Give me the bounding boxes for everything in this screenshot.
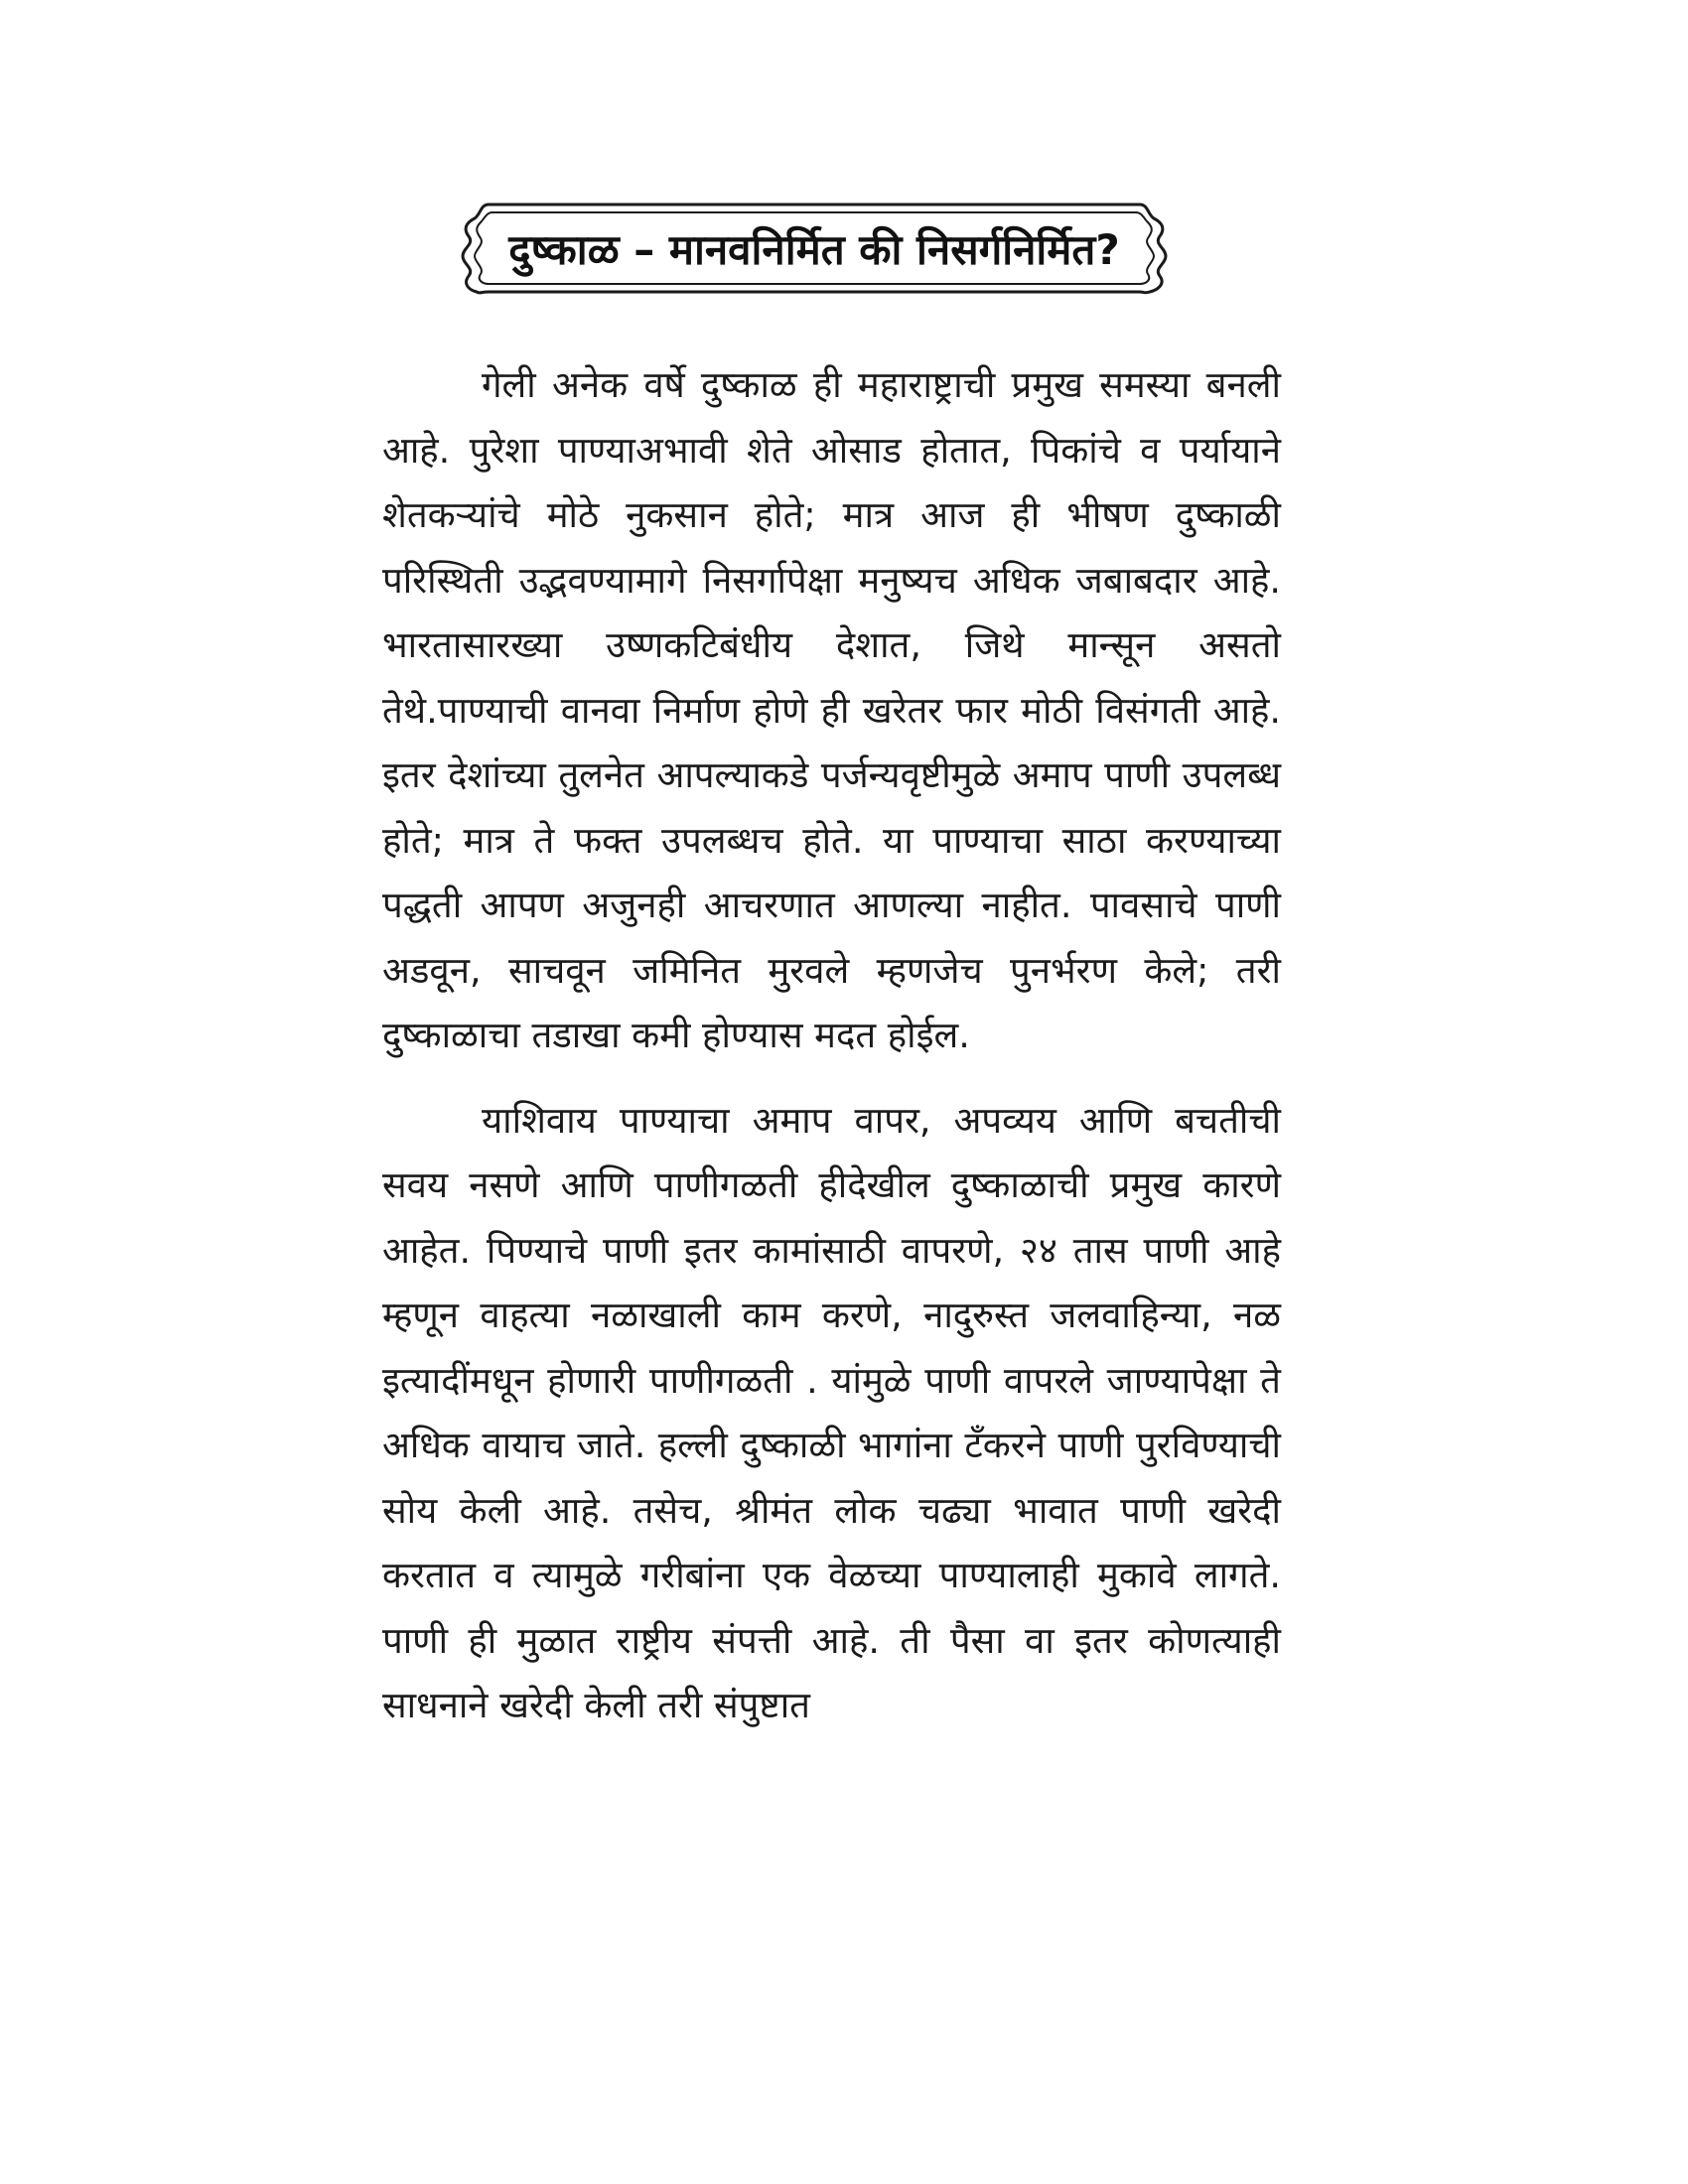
paragraph-2: याशिवाय पाण्याचा अमाप वापर, अपव्यय आणि बचतीची सवय नसणे आणि पाणीगळती हीदेखील दुष्काळाची प्रमुख कारणे आहेत. पिण्याचे पाणी इतर कामांसाठी वापरणे, २४ तास पाणी आहे म्हणून वाहत्या नळाखाली काम करणे, नादुरुस्त जलवाहिन्या, नळ इत्यादींमधून होणारी पाणीगळती . यांमुळे पाणी वापरले जाण्यापेक्षा ते अधिक वायाच जाते. हल्ली दुष्काळी भागांना टँकरने पाणी पुरविण्याची सोय केली आहे. तसेच, श्रीमंत लोक चढ्या भावात पाणी खरेदी करतात व त्यामुळे गरीबांना एक वेळच्या पाण्यालाही मुकावे लागते. पाणी ही मुळात राष्ट्रीय संपत्ती आहे. ती पैसा वा इतर कोणत्याही साधनाने खरेदी केली तरी संपुष्टात [382, 1098, 1281, 1726]
page-title: दुष्काळ – मानवनिर्मित की निसर्गनिर्मित? [508, 224, 1120, 274]
title-frame [459, 199, 1170, 298]
body-text [382, 352, 1281, 1738]
paragraph-1: गेली अनेक वर्षे दुष्काळ ही महाराष्ट्राची प्रमुख समस्या बनली आहे. पुरेशा पाण्याअभावी शेते ओसाड होतात, पिकांचे व पर्यायाने शेतकऱ्यांचे मोठे नुकसान होते; मात्र आज ही भीषण दुष्काळी परिस्थिती उद्भवण्यामागे निसर्गापेक्षा मनुष्यच अधिक जबाबदार आहे. भारतासारख्या उष्णकटिबंधीय देशात, जिथे मान्सून असतो तेथे.पाण्याची वानवा निर्माण होणे ही खरेतर फार मोठी विसंगती आहे. इतर देशांच्या तुलनेत आपल्याकडे पर्जन्यवृष्टीमुळे अमाप पाणी उपलब्ध होते; मात्र ते फक्त उपलब्धच होते. या पाण्याचा साठा करण्याच्या पद्धती आपण अजुनही आचरणात आणल्या नाहीत. पावसाचे पाणी अडवून, साचवून जमिनित मुरवले म्हणजेच पुनर्भरण केले; तरी दुष्काळाचा तडाखा कमी होण्यास मदत होईल. [382, 363, 1281, 1056]
